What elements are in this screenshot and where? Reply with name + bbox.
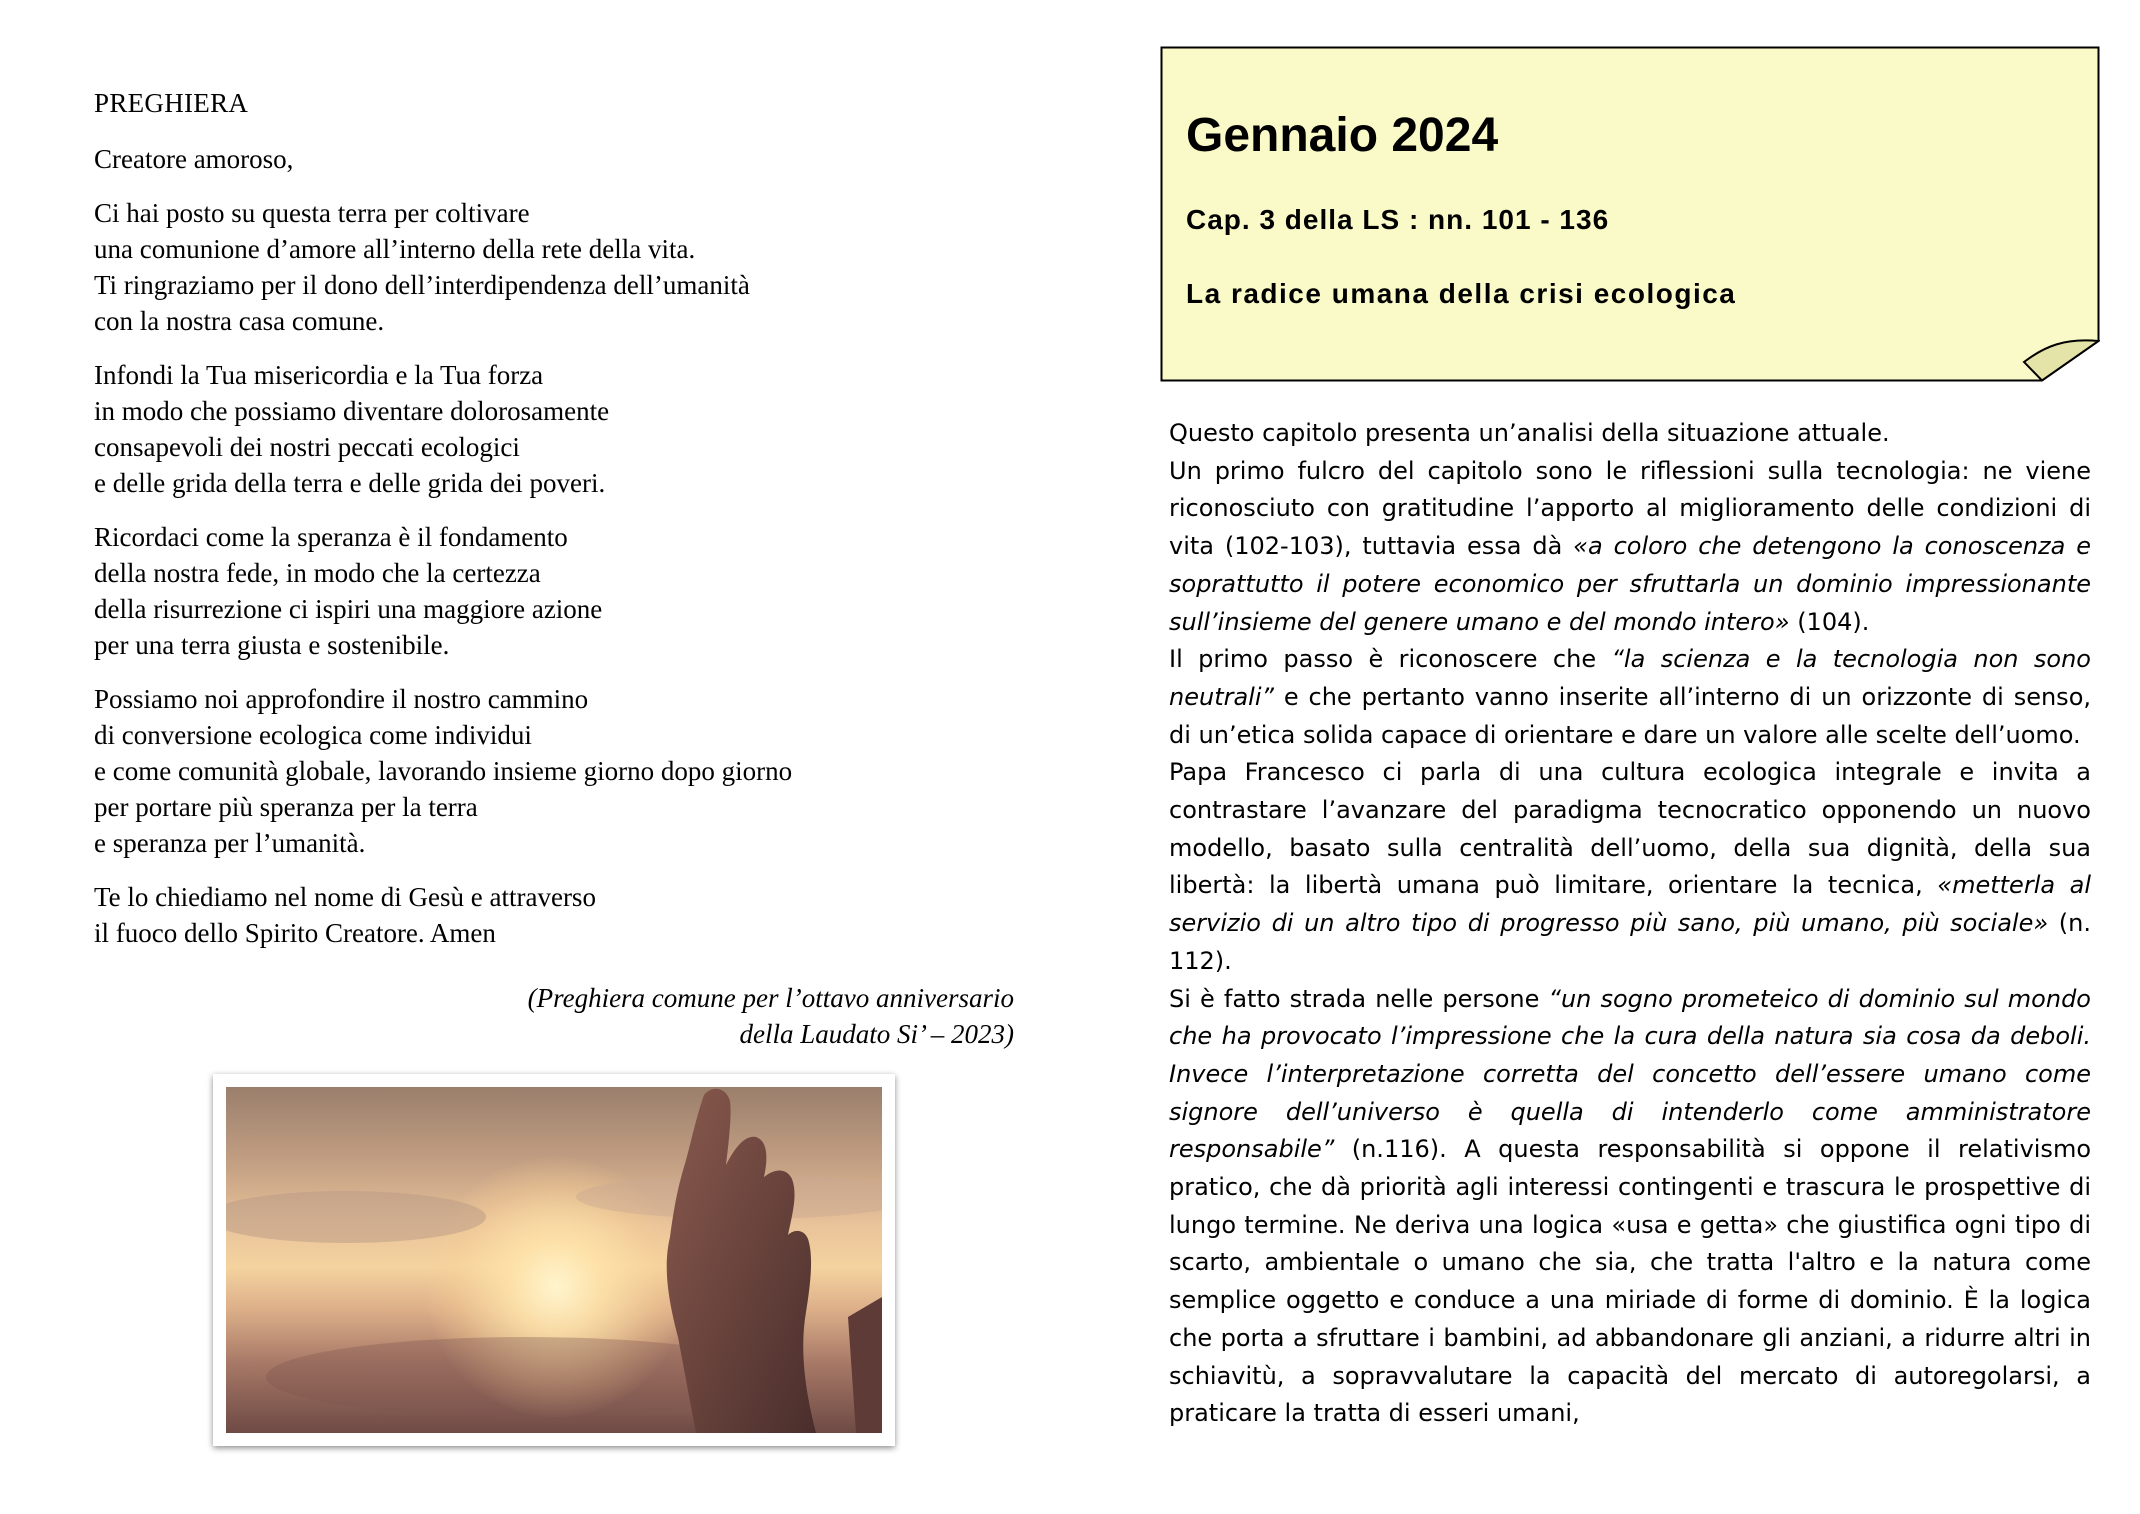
summary-quote: «a coloro che detengono la conoscenza e soprattutto il potere economico per sfruttarla un dominio impressionante sull’insieme del genere umano e del mondo intero» bbox=[1169, 532, 2091, 636]
summary-quote: “la scienza e la tecnologia non sono neutrali” bbox=[1169, 645, 2091, 711]
prayer-line: per portare più speranza per la terra bbox=[94, 792, 478, 822]
prayer-stanza bbox=[94, 519, 1024, 663]
summary-text: Un primo fulcro del capitolo sono le riflessioni sulla tecnologia: ne viene riconosciuto con gratitudine l’apporto al miglioramento delle condizioni di vita (102-103), tuttavia essa dà bbox=[1169, 456, 2091, 561]
prayer-line: in modo che possiamo diventare dolorosamente bbox=[94, 396, 610, 426]
prayer-line: una comunione d’amore all’interno della rete della vita. bbox=[94, 234, 696, 264]
summary-text: Papa Francesco ci parla di una cultura ecologica integrale e invita a contrastare l’avanzare del paradigma tecnocratico opponendo un nuovo modello, basato sulla centralità dell’uomo, della sua dignità, della sua libertà: la libertà umana può limitare, orientare la tecnica, bbox=[1169, 758, 2091, 900]
prayer-line: Ti ringraziamo per il dono dell’interdipendenza dell’umanità bbox=[94, 270, 750, 300]
summary-text: e che pertanto vanno inserite all’interno di un orizzonte di senso, di un’etica solida capace di orientare e dare un valore alle scelte dell’uomo. bbox=[1169, 682, 2091, 749]
prayer-line: e come comunità globale, lavorando insieme giorno dopo giorno bbox=[94, 756, 793, 786]
prayer-line: Possiamo noi approfondire il nostro cammino bbox=[94, 684, 589, 714]
hand-silhouette-icon bbox=[226, 1087, 882, 1433]
summary-text: (104). bbox=[1789, 607, 1870, 636]
prayer-line: e delle grida della terra e delle grida dei poveri. bbox=[94, 468, 606, 498]
prayer-section bbox=[94, 88, 1024, 969]
prayer-stanza bbox=[94, 357, 1024, 501]
attribution-line: (Preghiera comune per l’ottavo anniversario bbox=[527, 983, 1014, 1013]
summary-paragraph bbox=[1169, 415, 2091, 453]
prayer-line: e speranza per l’umanità. bbox=[94, 828, 366, 858]
note-subtitle: La radice umana della crisi ecologica bbox=[1186, 278, 1737, 309]
prayer-line: Ricordaci come la speranza è il fondamento bbox=[94, 522, 568, 552]
prayer-line: il fuoco dello Spirito Creatore. Amen bbox=[94, 918, 496, 948]
prayer-line: Infondi la Tua misericordia e la Tua forza bbox=[94, 360, 544, 390]
note-title: Gennaio 2024 bbox=[1186, 109, 1499, 162]
summary-quote: «metterla al servizio di un altro tipo di progresso più sano, più umano, più sociale» bbox=[1169, 871, 2091, 938]
note-chapter: Cap. 3 della LS : nn. 101 - 136 bbox=[1186, 204, 1610, 235]
prayer-line: con la nostra casa comune. bbox=[94, 306, 385, 336]
prayer-line: Te lo chiediamo nel nome di Gesù e attraverso bbox=[94, 882, 596, 912]
prayer-attribution bbox=[94, 980, 1014, 1052]
prayer-stanza bbox=[94, 879, 1024, 951]
summary-paragraph bbox=[1169, 981, 2091, 1433]
prayer-title: PREGHIERA bbox=[94, 88, 249, 118]
summary-paragraph bbox=[1169, 641, 2091, 754]
prayer-stanza bbox=[94, 681, 1024, 861]
summary-paragraph bbox=[1169, 453, 2091, 642]
prayer-stanza bbox=[94, 195, 1024, 339]
praying-hand-photo bbox=[213, 1074, 895, 1446]
prayer-line: della risurrezione ci ispiri una maggiore azione bbox=[94, 594, 603, 624]
summary-text: Questo capitolo presenta un’analisi della situazione attuale. bbox=[1169, 419, 1890, 447]
summary-text: (n.116). A questa responsabilità si oppone il relativismo pratico, che dà priorità agli interessi contingenti e trascura le prospettive di lungo termine. Ne deriva una logica «usa e getta» che giustifica ogni tipo di scarto, ambientale o umano che sia, che tratta l'altro e la natura come semplice oggetto e conduce a una miriade di forme di dominio. È la logica che porta a sfruttare i bambini, ad abbandonare gli anziani, a ridurre altri in schiavitù, a sopravvalutare la capacità del mercato di autoregolarsi, a praticare la tratta di esseri umani, bbox=[1169, 1135, 2091, 1428]
header-note bbox=[1160, 46, 2100, 382]
summary-text: Il primo passo è riconoscere che bbox=[1169, 645, 1612, 674]
prayer-greeting: Creatore amoroso, bbox=[94, 144, 294, 174]
prayer-line: Ci hai posto su questa terra per coltivare bbox=[94, 198, 530, 228]
prayer-line: per una terra giusta e sostenibile. bbox=[94, 630, 450, 660]
summary-text: Si è fatto strada nelle persone bbox=[1169, 984, 1549, 1013]
summary-text: (n. 112). bbox=[1169, 909, 2091, 975]
attribution-line: della Laudato Si’ – 2023) bbox=[739, 1019, 1014, 1049]
sunset-image bbox=[226, 1087, 882, 1433]
summary-quote: “un sogno prometeico di dominio sul mondo che ha provocato l’impressione che la cura della natura sia cosa da deboli. Invece l’interpretazione corretta del concetto dell’essere umano come signore dell’universo è quella di intenderlo come amministratore responsabile” bbox=[1169, 984, 2091, 1164]
summary-paragraph bbox=[1169, 754, 2091, 980]
prayer-line: consapevoli dei nostri peccati ecologici bbox=[94, 432, 520, 462]
prayer-line: di conversione ecologica come individui bbox=[94, 720, 532, 750]
prayer-line: della nostra fede, in modo che la certezza bbox=[94, 558, 541, 588]
chapter-summary bbox=[1169, 415, 2091, 1465]
